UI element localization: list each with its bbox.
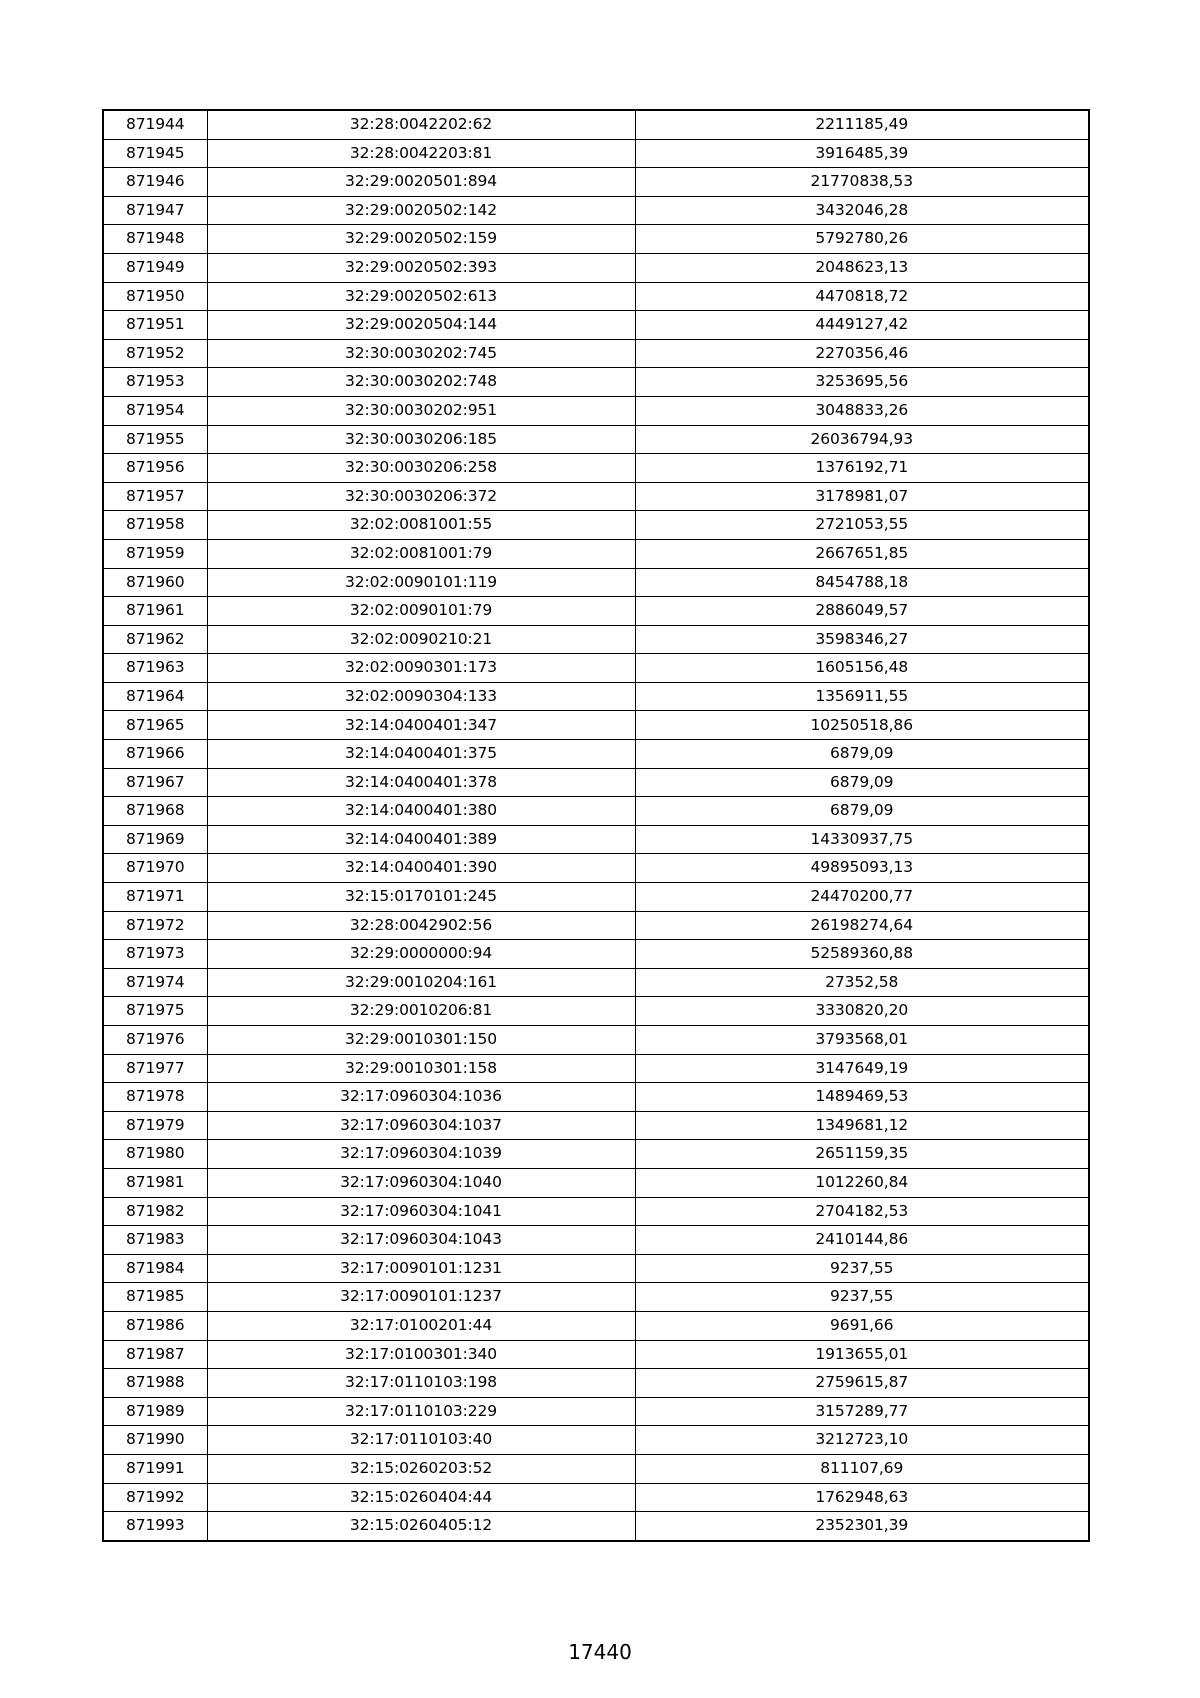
value-cell: 5792780,26 xyxy=(635,225,1089,254)
value-cell: 2704182,53 xyxy=(635,1197,1089,1226)
value-cell: 3432046,28 xyxy=(635,196,1089,225)
cadastral-number-cell: 32:29:0020502:142 xyxy=(207,196,635,225)
value-cell: 4470818,72 xyxy=(635,282,1089,311)
row-number-cell: 871987 xyxy=(103,1340,207,1369)
table-row xyxy=(103,1283,1089,1312)
table-row xyxy=(103,940,1089,969)
cadastral-number-cell: 32:17:0960304:1036 xyxy=(207,1083,635,1112)
row-number-cell: 871975 xyxy=(103,997,207,1026)
value-cell: 1489469,53 xyxy=(635,1083,1089,1112)
value-cell: 2352301,39 xyxy=(635,1512,1089,1541)
table-row xyxy=(103,454,1089,483)
cadastral-number-cell: 32:29:0010204:161 xyxy=(207,968,635,997)
table-row xyxy=(103,1454,1089,1483)
table-row xyxy=(103,1083,1089,1112)
table-row xyxy=(103,539,1089,568)
cadastral-number-cell: 32:29:0020502:393 xyxy=(207,253,635,282)
row-number-cell: 871972 xyxy=(103,911,207,940)
table-row xyxy=(103,1026,1089,1055)
row-number-cell: 871967 xyxy=(103,768,207,797)
row-number-cell: 871953 xyxy=(103,368,207,397)
cadastral-number-cell: 32:29:0020501:894 xyxy=(207,168,635,197)
cadastral-number-cell: 32:29:0020502:613 xyxy=(207,282,635,311)
row-number-cell: 871969 xyxy=(103,825,207,854)
cadastral-number-cell: 32:14:0400401:380 xyxy=(207,797,635,826)
table-row xyxy=(103,1311,1089,1340)
table-row xyxy=(103,139,1089,168)
row-number-cell: 871947 xyxy=(103,196,207,225)
cadastral-number-cell: 32:17:0090101:1231 xyxy=(207,1254,635,1283)
value-cell: 10250518,86 xyxy=(635,711,1089,740)
table-row xyxy=(103,797,1089,826)
cadastral-number-cell: 32:28:0042203:81 xyxy=(207,139,635,168)
row-number-cell: 871961 xyxy=(103,597,207,626)
row-number-cell: 871970 xyxy=(103,854,207,883)
value-cell: 21770838,53 xyxy=(635,168,1089,197)
row-number-cell: 871989 xyxy=(103,1397,207,1426)
row-number-cell: 871991 xyxy=(103,1454,207,1483)
value-cell: 9691,66 xyxy=(635,1311,1089,1340)
value-cell: 1913655,01 xyxy=(635,1340,1089,1369)
table-row xyxy=(103,625,1089,654)
cadastral-number-cell: 32:29:0020502:159 xyxy=(207,225,635,254)
table-row xyxy=(103,1226,1089,1255)
table-row xyxy=(103,911,1089,940)
row-number-cell: 871968 xyxy=(103,797,207,826)
row-number-cell: 871990 xyxy=(103,1426,207,1455)
row-number-cell: 871986 xyxy=(103,1311,207,1340)
table-row xyxy=(103,511,1089,540)
value-cell: 1762948,63 xyxy=(635,1483,1089,1512)
table-row xyxy=(103,168,1089,197)
cadastral-number-cell: 32:15:0260404:44 xyxy=(207,1483,635,1512)
row-number-cell: 871966 xyxy=(103,740,207,769)
table-row xyxy=(103,768,1089,797)
value-cell: 6879,09 xyxy=(635,797,1089,826)
table-row xyxy=(103,740,1089,769)
cadastral-number-cell: 32:30:0030202:748 xyxy=(207,368,635,397)
row-number-cell: 871950 xyxy=(103,282,207,311)
cadastral-number-cell: 32:17:0960304:1040 xyxy=(207,1168,635,1197)
value-cell: 2410144,86 xyxy=(635,1226,1089,1255)
table-row xyxy=(103,1512,1089,1541)
row-number-cell: 871979 xyxy=(103,1111,207,1140)
table-row xyxy=(103,110,1089,139)
table-row xyxy=(103,1168,1089,1197)
value-cell: 4449127,42 xyxy=(635,311,1089,340)
cadastral-number-cell: 32:02:0090101:79 xyxy=(207,597,635,626)
row-number-cell: 871952 xyxy=(103,339,207,368)
cadastral-number-cell: 32:17:0090101:1237 xyxy=(207,1283,635,1312)
row-number-cell: 871948 xyxy=(103,225,207,254)
table-row xyxy=(103,825,1089,854)
table-row xyxy=(103,1140,1089,1169)
table-row xyxy=(103,339,1089,368)
value-cell: 2886049,57 xyxy=(635,597,1089,626)
cadastral-number-cell: 32:02:0090210:21 xyxy=(207,625,635,654)
row-number-cell: 871954 xyxy=(103,396,207,425)
value-cell: 3212723,10 xyxy=(635,1426,1089,1455)
value-cell: 2759615,87 xyxy=(635,1369,1089,1398)
table-row xyxy=(103,597,1089,626)
row-number-cell: 871988 xyxy=(103,1369,207,1398)
row-number-cell: 871962 xyxy=(103,625,207,654)
value-cell: 9237,55 xyxy=(635,1283,1089,1312)
value-cell: 52589360,88 xyxy=(635,940,1089,969)
table-row xyxy=(103,711,1089,740)
page-number: 17440 xyxy=(568,1640,632,1664)
value-cell: 1349681,12 xyxy=(635,1111,1089,1140)
row-number-cell: 871978 xyxy=(103,1083,207,1112)
table-row xyxy=(103,482,1089,511)
cadastral-number-cell: 32:14:0400401:375 xyxy=(207,740,635,769)
cadastral-number-cell: 32:17:0110103:40 xyxy=(207,1426,635,1455)
cadastral-number-cell: 32:28:0042902:56 xyxy=(207,911,635,940)
cadastral-number-cell: 32:30:0030202:951 xyxy=(207,396,635,425)
value-cell: 1012260,84 xyxy=(635,1168,1089,1197)
cadastral-number-cell: 32:02:0081001:55 xyxy=(207,511,635,540)
row-number-cell: 871949 xyxy=(103,253,207,282)
table-row xyxy=(103,1197,1089,1226)
row-number-cell: 871945 xyxy=(103,139,207,168)
table-row xyxy=(103,997,1089,1026)
cadastral-number-cell: 32:17:0960304:1037 xyxy=(207,1111,635,1140)
value-cell: 1356911,55 xyxy=(635,682,1089,711)
cadastral-number-cell: 32:29:0000000:94 xyxy=(207,940,635,969)
table-body xyxy=(103,110,1089,1541)
row-number-cell: 871982 xyxy=(103,1197,207,1226)
row-number-cell: 871951 xyxy=(103,311,207,340)
value-cell: 3147649,19 xyxy=(635,1054,1089,1083)
value-cell: 26036794,93 xyxy=(635,425,1089,454)
cadastral-number-cell: 32:02:0090301:173 xyxy=(207,654,635,683)
cadastral-number-cell: 32:30:0030206:185 xyxy=(207,425,635,454)
cadastral-number-cell: 32:14:0400401:378 xyxy=(207,768,635,797)
value-cell: 3916485,39 xyxy=(635,139,1089,168)
table-row xyxy=(103,425,1089,454)
cadastral-number-cell: 32:28:0042202:62 xyxy=(207,110,635,139)
row-number-cell: 871959 xyxy=(103,539,207,568)
table-row xyxy=(103,1054,1089,1083)
cadastral-number-cell: 32:17:0110103:198 xyxy=(207,1369,635,1398)
row-number-cell: 871965 xyxy=(103,711,207,740)
value-cell: 1605156,48 xyxy=(635,654,1089,683)
value-cell: 24470200,77 xyxy=(635,883,1089,912)
value-cell: 3253695,56 xyxy=(635,368,1089,397)
value-cell: 49895093,13 xyxy=(635,854,1089,883)
value-cell: 811107,69 xyxy=(635,1454,1089,1483)
cadastral-number-cell: 32:17:0110103:229 xyxy=(207,1397,635,1426)
value-cell: 3330820,20 xyxy=(635,997,1089,1026)
cadastral-number-cell: 32:30:0030202:745 xyxy=(207,339,635,368)
row-number-cell: 871981 xyxy=(103,1168,207,1197)
value-cell: 3157289,77 xyxy=(635,1397,1089,1426)
value-cell: 14330937,75 xyxy=(635,825,1089,854)
data-table xyxy=(102,109,1090,1542)
row-number-cell: 871973 xyxy=(103,940,207,969)
row-number-cell: 871964 xyxy=(103,682,207,711)
row-number-cell: 871993 xyxy=(103,1512,207,1541)
value-cell: 8454788,18 xyxy=(635,568,1089,597)
table-row xyxy=(103,968,1089,997)
table-row xyxy=(103,1369,1089,1398)
value-cell: 1376192,71 xyxy=(635,454,1089,483)
value-cell: 27352,58 xyxy=(635,968,1089,997)
row-number-cell: 871963 xyxy=(103,654,207,683)
row-number-cell: 871980 xyxy=(103,1140,207,1169)
row-number-cell: 871974 xyxy=(103,968,207,997)
table-row xyxy=(103,1483,1089,1512)
row-number-cell: 871976 xyxy=(103,1026,207,1055)
row-number-cell: 871946 xyxy=(103,168,207,197)
cadastral-number-cell: 32:02:0090101:119 xyxy=(207,568,635,597)
row-number-cell: 871992 xyxy=(103,1483,207,1512)
table-row xyxy=(103,654,1089,683)
table-row xyxy=(103,368,1089,397)
cadastral-number-cell: 32:14:0400401:347 xyxy=(207,711,635,740)
row-number-cell: 871957 xyxy=(103,482,207,511)
table-row xyxy=(103,1340,1089,1369)
cadastral-number-cell: 32:15:0170101:245 xyxy=(207,883,635,912)
value-cell: 9237,55 xyxy=(635,1254,1089,1283)
table-row xyxy=(103,1426,1089,1455)
table-row xyxy=(103,682,1089,711)
row-number-cell: 871944 xyxy=(103,110,207,139)
cadastral-number-cell: 32:02:0090304:133 xyxy=(207,682,635,711)
table-row xyxy=(103,1397,1089,1426)
cadastral-number-cell: 32:17:0100201:44 xyxy=(207,1311,635,1340)
row-number-cell: 871955 xyxy=(103,425,207,454)
row-number-cell: 871971 xyxy=(103,883,207,912)
row-number-cell: 871984 xyxy=(103,1254,207,1283)
table-row xyxy=(103,225,1089,254)
cadastral-number-cell: 32:17:0100301:340 xyxy=(207,1340,635,1369)
value-cell: 3178981,07 xyxy=(635,482,1089,511)
table-row xyxy=(103,568,1089,597)
table-row xyxy=(103,1111,1089,1140)
row-number-cell: 871985 xyxy=(103,1283,207,1312)
table-row xyxy=(103,282,1089,311)
row-number-cell: 871983 xyxy=(103,1226,207,1255)
cadastral-number-cell: 32:29:0020504:144 xyxy=(207,311,635,340)
cadastral-number-cell: 32:17:0960304:1043 xyxy=(207,1226,635,1255)
cadastral-number-cell: 32:15:0260203:52 xyxy=(207,1454,635,1483)
value-cell: 2048623,13 xyxy=(635,253,1089,282)
cadastral-number-cell: 32:15:0260405:12 xyxy=(207,1512,635,1541)
value-cell: 2667651,85 xyxy=(635,539,1089,568)
row-number-cell: 871977 xyxy=(103,1054,207,1083)
cadastral-number-cell: 32:14:0400401:390 xyxy=(207,854,635,883)
cadastral-number-cell: 32:30:0030206:258 xyxy=(207,454,635,483)
table-row xyxy=(103,854,1089,883)
cadastral-number-cell: 32:17:0960304:1041 xyxy=(207,1197,635,1226)
value-cell: 3598346,27 xyxy=(635,625,1089,654)
row-number-cell: 871960 xyxy=(103,568,207,597)
row-number-cell: 871958 xyxy=(103,511,207,540)
cadastral-number-cell: 32:29:0010301:158 xyxy=(207,1054,635,1083)
table-row xyxy=(103,253,1089,282)
table-row xyxy=(103,311,1089,340)
cadastral-number-cell: 32:29:0010206:81 xyxy=(207,997,635,1026)
row-number-cell: 871956 xyxy=(103,454,207,483)
table-row xyxy=(103,396,1089,425)
value-cell: 26198274,64 xyxy=(635,911,1089,940)
value-cell: 2721053,55 xyxy=(635,511,1089,540)
cadastral-number-cell: 32:14:0400401:389 xyxy=(207,825,635,854)
table-row xyxy=(103,196,1089,225)
cadastral-number-cell: 32:30:0030206:372 xyxy=(207,482,635,511)
table-row xyxy=(103,883,1089,912)
table-row xyxy=(103,1254,1089,1283)
cadastral-number-cell: 32:29:0010301:150 xyxy=(207,1026,635,1055)
value-cell: 6879,09 xyxy=(635,740,1089,769)
value-cell: 2270356,46 xyxy=(635,339,1089,368)
cadastral-number-cell: 32:02:0081001:79 xyxy=(207,539,635,568)
value-cell: 2651159,35 xyxy=(635,1140,1089,1169)
value-cell: 3793568,01 xyxy=(635,1026,1089,1055)
value-cell: 3048833,26 xyxy=(635,396,1089,425)
value-cell: 6879,09 xyxy=(635,768,1089,797)
value-cell: 2211185,49 xyxy=(635,110,1089,139)
cadastral-number-cell: 32:17:0960304:1039 xyxy=(207,1140,635,1169)
